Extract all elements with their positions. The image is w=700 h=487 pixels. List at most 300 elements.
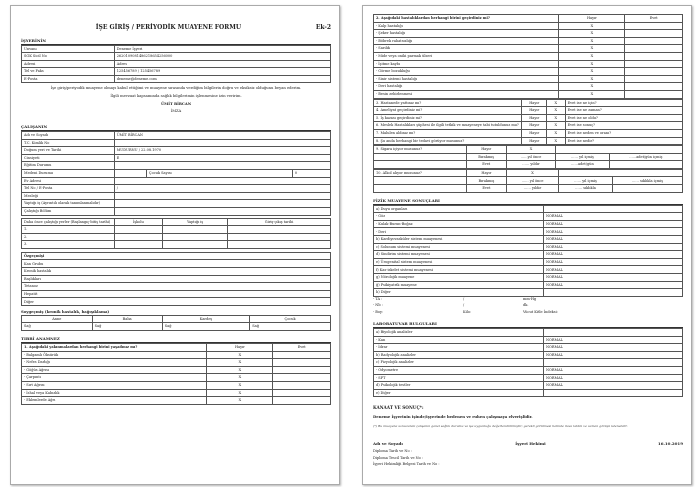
smoking-detail-cell: ……adet/gün [556,161,609,169]
form-title: İŞE GİRİŞ / PERİYODİK MUAYENE FORMU [95,24,242,31]
employer-label: SGK Sicil No [22,53,115,61]
worker-label: Medeni Durumu [22,169,115,177]
worker-row [22,185,331,193]
anamnez-title: TIBBİ ANAMNEZ [21,336,331,343]
history-title: Özgeçmişi [22,252,331,260]
physical-label: - Deri [374,228,544,236]
disease-empty [625,37,683,45]
question-row [374,122,683,130]
worker-value [114,207,330,215]
conclusion-text: Deneme İşyerinin işinde/işyerinde bedenen ve ruhen çalışmaya elverişlidir. [373,413,533,419]
question-row [374,107,683,115]
disease-item-label: - Deri hastalığı [374,83,559,91]
question-followup: Evet ise ne zaman? [565,107,682,115]
diploma-line: Diploma Tarih ve No : [373,449,412,454]
anamnez-item [22,374,331,382]
physical-row [374,289,683,297]
disease-empty [625,68,683,76]
disease-empty [625,45,683,53]
lab-row [374,328,683,336]
smoking-detail-cell: …… yıldır [506,161,555,169]
anamnez-no-label: Evet [273,343,331,351]
lab-title: LABORATUVAR BULGULARI [373,321,683,328]
family-history-table [21,315,331,331]
previous-job-row-2: 2. [22,233,115,241]
disease-item [374,37,683,45]
lab-row [374,374,683,382]
disease-item [374,68,683,76]
alcohol-table [373,169,683,193]
employer-value: deneme@deneme.com [114,75,330,83]
disease-question: 2. Aşağıdaki hastalıklardan herhangi birini geçirdiniz mi? [374,15,559,23]
question-row [374,129,683,137]
previous-jobs-table [21,218,331,249]
disease-mark: X [559,75,625,83]
physical-row [374,274,683,282]
question-row [374,99,683,107]
question-row [374,137,683,145]
question-followup: Evet ise ne için? [565,99,682,107]
worker-row [22,154,331,162]
disease-mark: X [559,60,625,68]
previous-jobs-label: Daha önce çalıştığı yerler (Başlangıç-bitiş tarihi) [22,218,115,226]
worker-value [114,139,330,147]
history-table [21,252,331,306]
lab-value: NORMAL [543,344,682,352]
worker-row [22,162,331,170]
physical-label: f) Kas-iskelet sistemi muayenesi [374,266,544,274]
lab-value: NORMAL [543,374,682,382]
anamnez-empty [273,351,331,359]
worker-label: Tel No / E-Posta [22,185,115,193]
disease-empty [625,60,683,68]
lab-label: - Kan [374,336,544,344]
question-followup: Evet ise neden ve oranı? [565,129,682,137]
sign-date: 16.10.2019 [657,441,683,447]
immunization-title: Başlıkları [22,275,331,283]
physical-row [374,266,683,274]
lab-label: - SFT [374,374,544,382]
physical-row [374,243,683,251]
lab-label: - İdrar [374,344,544,352]
worker-row [22,147,331,155]
worker-label: Mesleği [22,192,115,200]
anamnez-question: 1. Aşağıdaki yakınmalardan herhangi birini yaşadınız mı? [22,343,207,351]
disease-item [374,45,683,53]
form-header [21,24,331,32]
alcohol-detail-cell: Bırakmış [466,177,506,185]
anamnez-empty [273,374,331,382]
disease-mark: X [559,83,625,91]
worker-row [22,139,331,147]
physical-exam-title: FİZİK MUAYENE SONUÇLARI [373,198,683,205]
lab-row [374,344,683,352]
physical-value: NORMAL [543,213,682,221]
question-answer: Hayır [522,129,547,137]
anamnez-mark: X [207,359,273,367]
disease-mark: X [559,68,625,76]
question-followup: Evet ise ne oldu? [565,114,682,122]
lab-value: NORMAL [543,351,682,359]
conclusion-note: (*) Bu muayene sonucunda çalışanın genel sağlık durumu ve işe uygunluğu değerlendirilmiştir; gerekli görülmesi halinde ilave tetkik ve uzman görüşü istenebilir. [373,424,628,429]
family-col: Kardeş [162,315,250,323]
physical-row [374,205,683,213]
disease-item [374,60,683,68]
question-text: 7. Malulen aldınız mı? [374,129,522,137]
lab-label: e) Diğer [374,389,544,397]
worker-label: Doğum yeri ve Tarihi [22,147,115,155]
lab-value [543,359,682,367]
question-mark: X [547,122,566,130]
anamnez-mark: X [207,366,273,374]
worker-section-title: ÇALIŞANIN [21,124,331,131]
family-value: Sağ [92,323,162,331]
questions-table [373,99,683,146]
smoking-indent [374,161,467,169]
worker-label: Adı ve Soyadı [22,131,115,139]
worker-row [22,177,331,185]
employer-label: Unvanı [22,45,115,53]
question-text: 5. İş kazası geçirdiniz mi? [374,114,522,122]
consent-text-2: İlgili mevzuat kapsamında sağlık bilgilerimin işlenmesine izin veririm. [110,94,242,99]
weight-label: Kilo: [463,309,472,314]
disease-item-label: - İşitme kaybı [374,60,559,68]
signature-label: İMZA [170,109,182,114]
physical-label: g) Nörolojik muayene [374,274,544,282]
diseases-table [373,14,683,99]
anamnez-mark: X [207,381,273,389]
physical-label: ğ) Psikiyatrik muayene [374,281,544,289]
question-answer: Hayır [522,114,547,122]
employer-row [22,68,331,76]
ta-value: / [463,296,465,301]
lab-row [374,336,683,344]
worker-label: T.C. Kimlik No [22,139,115,147]
question-mark: X [547,114,566,122]
consent-text: İşe giriş/periyodik muayene olmayı kabul ettiğimi ve muayene sırasında verdiğim bilgilerin doğru ve eksiksiz olduğunu beyan ederim. [50,86,302,91]
disease-empty [625,83,683,91]
disease-item-label: - Mide veya oniki parmak ülseri [374,52,559,60]
previous-jobs-col-1: İşkolu [114,218,162,226]
anamnez-table [21,343,331,405]
doctor-title: İşyeri Hekimi [515,441,546,447]
worker-value [114,192,330,200]
worker-value [114,177,330,185]
question-text: 3. Hastanede yattınız mı? [374,99,522,107]
lab-value: NORMAL [543,382,682,390]
disease-header [374,15,683,23]
smoking-empty [609,161,682,169]
disease-item-label: - Şeker hastalığı [374,30,559,38]
history-item: Diğer [22,298,331,306]
lab-label: b) Radyolojik analizler [374,351,544,359]
anamnez-item-label: - İshal veya Kabızlık [22,389,207,397]
lab-label: a) Biyolojik analizler [374,328,544,336]
anamnez-item [22,397,331,405]
disease-yes-label: Hayır [559,15,625,23]
anamnez-item [22,366,331,374]
question-row [374,114,683,122]
family-col: Çocuk [250,315,331,323]
worker-label: Cinsiyeti [22,154,115,162]
disease-item [374,22,683,30]
lab-row [374,382,683,390]
disease-item-label: - Sarılık [374,45,559,53]
alcohol-indent [374,185,467,193]
employer-row [22,45,331,53]
lab-row [374,359,683,367]
worker-row [22,192,331,200]
employer-value: 125456789 / 125456789 [114,68,330,76]
worker-label: Ev Adresi [22,177,115,185]
smoking-detail [374,161,683,169]
bmi-label: Vücut Kitle İndeksi: [523,309,558,314]
previous-jobs-col-3: Giriş-çıkış tarihi [228,218,331,226]
physical-value: NORMAL [543,274,682,282]
anamnez-mark: X [207,389,273,397]
alcohol-detail [374,185,683,193]
lab-row [374,389,683,397]
anamnez-item [22,381,331,389]
physical-value: NORMAL [543,251,682,259]
disease-item [374,30,683,38]
worker-label: Çalıştığı Bölüm [22,207,115,215]
signer-name: ÜMİT BİRCAN [160,101,192,106]
question-text: 6. Meslek Hastalıkları şüphesi ile ilgili tetkik ve muayeneye tabi tutuldunuz mu? [374,122,522,130]
worker-row [22,131,331,139]
smoking-row [374,146,683,154]
alcohol-answer: Hayır [466,169,506,177]
anamnez-item [22,351,331,359]
worker-value: / [114,185,330,193]
alcohol-indent [374,177,467,185]
smoking-question: 9. Sigara içiyor musunuz? [374,146,467,154]
physical-value: NORMAL [543,258,682,266]
lab-row [374,351,683,359]
lab-value [543,328,682,336]
employer-section-title: İŞYERİNİN [21,38,331,45]
alcohol-detail-cell: Evet [466,185,506,193]
name-label: Adı ve Soyadı [373,441,403,447]
alcohol-mark: X [507,169,559,177]
alcohol-detail-cell: …… yıl içmiş [559,177,613,185]
anamnez-empty [273,359,331,367]
spacer [117,171,118,175]
anamnez-header [22,343,331,351]
physical-row [374,213,683,221]
question-mark: X [547,129,566,137]
physical-value: NORMAL [543,236,682,244]
physical-label: e) Ürogenital sistem muayenesi [374,258,544,266]
signature-row [373,441,683,446]
smoking-detail [374,153,683,161]
form-page-2 [362,5,692,485]
anamnez-empty [273,397,331,405]
form-code: Ek-2 [315,24,331,31]
lab-value: NORMAL [543,366,682,374]
ta-label: - TA : [373,296,383,301]
smoking-table [373,145,683,169]
worker-row [22,207,331,215]
anamnez-item-label: - Çarpıntı [22,374,207,382]
anamnez-yes-label: Hayır [207,343,273,351]
alcohol-empty [612,185,682,193]
question-mark: X [547,99,566,107]
employer-label: Tel ve Faks [22,68,115,76]
smoking-detail-cell: Bırakmış [466,153,506,161]
disease-item [374,83,683,91]
anamnez-empty [273,389,331,397]
history-item: Hepatit [22,290,331,298]
worker-value [114,169,146,177]
employer-value: Adres [114,60,330,68]
alcohol-detail-cell: …… yıl önce [507,177,559,185]
physical-value: NORMAL [543,220,682,228]
physical-value: NORMAL [543,281,682,289]
anamnez-item-label: - Nefes Darlığı [22,359,207,367]
disease-mark: X [559,30,625,38]
physical-row [374,281,683,289]
worker-value [114,162,330,170]
alcohol-question: 10. Alkol alıyor musunuz? [374,169,467,177]
employer-row [22,53,331,61]
nb-unit: dk. [523,303,529,308]
worker-row [22,169,331,177]
physical-row [374,228,683,236]
disease-item-label: - Kalp hastalığı [374,22,559,30]
question-text: 4. Ameliyat geçirdiniz mi? [374,107,522,115]
question-answer: Hayır [522,107,547,115]
disease-no-label: Evet [625,15,683,23]
physical-label: b) Kardiyovasküler sistem muayenesi [374,236,544,244]
disease-item [374,75,683,83]
disease-empty [625,75,683,83]
disease-item-label: - Sinir sistemi hastalığı [374,75,559,83]
nb-label: - Nb : [373,303,383,308]
employer-label: Adresi [22,60,115,68]
physical-value: NORMAL [543,228,682,236]
smoking-detail-cell: ……adet/gün içmiş [609,153,682,161]
smoking-answer: Hayır [466,146,506,154]
family-col: Anne [22,315,93,323]
anamnez-item-label: - Balgamlı Öksürük [22,351,207,359]
worker-value [114,200,330,208]
worker-label: Yaptığı iş (Ayrıntılı olarak tanımlanmalıdır) [22,200,115,208]
family-value: Sağ [22,323,93,331]
question-followup: Evet ise nedir? [565,137,682,145]
disease-mark: X [559,37,625,45]
worker-label: Eğitim Durumu [22,162,115,170]
anamnez-mark: X [207,351,273,359]
previous-job-row-3: 3. [22,241,115,249]
previous-jobs-col-2: Yaptığı iş [163,218,228,226]
physical-label: - Göz [374,213,544,221]
worker-row [22,200,331,208]
children-value: 0 [292,169,330,177]
employer-label: E-Posta [22,75,115,83]
page-1-content [21,14,331,405]
physical-label: h) Diğer [374,289,544,297]
worker-table [21,131,331,216]
nb-value: / [463,303,465,308]
anamnez-item [22,389,331,397]
worker-value: ÜMİT BİRCAN [114,131,330,139]
page-2-content [373,14,683,468]
question-mark: X [547,137,566,145]
physical-value: NORMAL [543,243,682,251]
vitals [373,297,683,316]
lab-table [373,328,683,397]
disease-mark: X [559,45,625,53]
anamnez-mark: X [207,374,273,382]
physical-label: d) Sindirim sistemi muayenesi [374,251,544,259]
height-label: - Boy: [373,309,384,314]
history-item: Tetanoz [22,283,331,291]
diploma-line: İşyeri Hekimliği Belgesi Tarih ve No : [373,461,440,466]
disease-item-label: - Görme bozukluğu [374,68,559,76]
alcohol-empty [559,169,683,177]
smoking-detail-cell: Evet [466,161,506,169]
physical-row [374,236,683,244]
ta-unit: mm-Hg [523,296,537,301]
question-text: 8. Şu anda herhangi bir tedavi görüyor musunuz? [374,137,522,145]
disease-item [374,90,683,98]
lab-value [543,389,682,397]
disease-empty [625,30,683,38]
anamnez-item-label: - Eklemlerde Ağrı [22,397,207,405]
previous-job-row-1: 1. [22,226,115,234]
anamnez-item-label: - Sırt Ağrısı [22,381,207,389]
lab-row [374,366,683,374]
question-mark: X [547,107,566,115]
employer-table [21,45,331,84]
family-col: Baba [92,315,162,323]
chronic-illness-label: Kronik hastalık [22,268,331,276]
alcohol-detail-cell: …… yıldır [507,185,559,193]
physical-label: c) Solunum sistemi muayenesi [374,243,544,251]
disease-empty [625,52,683,60]
question-answer: Hayır [522,122,547,130]
family-value: Sağ [162,323,250,331]
worker-value: MUDURNU / 22.08.1970 [114,147,330,155]
smoking-detail-cell: …… yıl içmiş [556,153,609,161]
lab-label: c) Fizyolojik analizler [374,359,544,367]
smoking-indent [374,153,467,161]
physical-value [543,205,682,213]
employer-value: 2620109081486218654256000 [114,53,330,61]
diploma-lines [373,449,683,468]
lab-label: d) Psikolojik testler [374,382,544,390]
anamnez-empty [273,366,331,374]
lab-value: NORMAL [543,336,682,344]
diploma-line: Diploma Tescil Tarih ve No : [373,455,424,460]
alcohol-detail-cell: …… sıklıkla içmiş [612,177,682,185]
physical-row [374,258,683,266]
smoking-empty [556,146,683,154]
employer-value: Deneme İşyeri [114,45,330,53]
conclusion-title: KANAAT VE SONUÇ*: [373,405,424,411]
anamnez-item-label: - Göğüs Ağrısı [22,366,207,374]
employer-row [22,60,331,68]
lab-label: - Odyometre [374,366,544,374]
physical-row [374,220,683,228]
anamnez-item [22,359,331,367]
disease-item-label: - Böbrek rahatsızlığı [374,37,559,45]
physical-row [374,251,683,259]
question-answer: Hayır [522,137,547,145]
disease-item [374,52,683,60]
physical-label: - Kulak-Burun-Boğaz [374,220,544,228]
